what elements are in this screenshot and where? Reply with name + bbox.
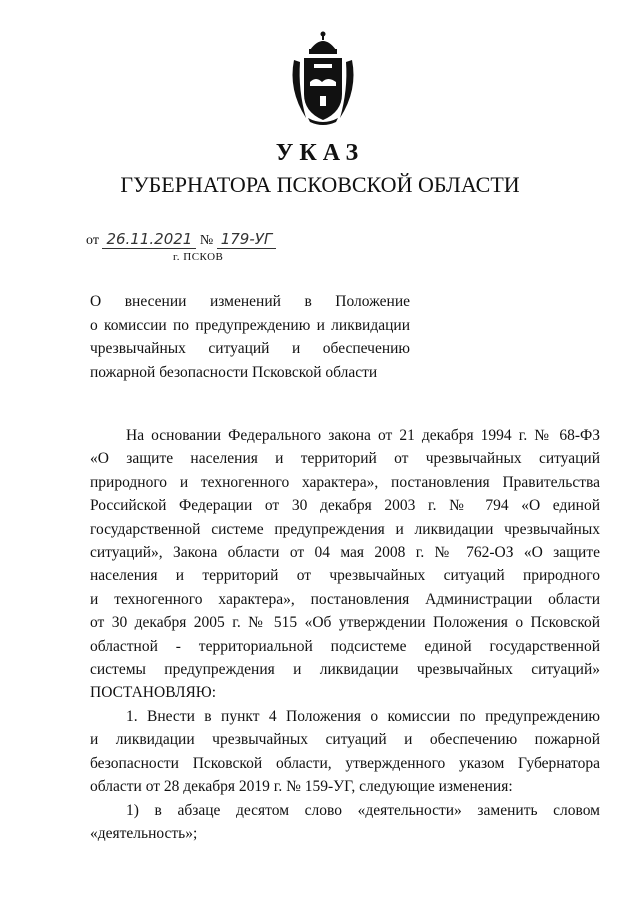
body-line: системы предупреждения и ликвидации чрезвычайных ситуаций» — [90, 661, 600, 679]
document-subject — [90, 290, 410, 384]
pskov-coat-of-arms-icon — [286, 30, 360, 128]
body-line: 1) в абзаце десятом слово «деятельности» заменить словом — [126, 801, 600, 819]
number-value: 179-УГ — [217, 230, 277, 249]
date-number-line — [86, 230, 276, 249]
body-line: 1. Внести в пункт 4 Положения о комиссии по предупреждению — [126, 707, 600, 725]
body-line: природного и техногенного характера», постановления Правительства — [90, 473, 600, 491]
document-body — [90, 424, 600, 845]
city-label: г. ПСКОВ — [173, 251, 224, 263]
document-subtitle: ГУБЕРНАТОРА ПСКОВСКОЙ ОБЛАСТИ — [120, 172, 520, 197]
body-line: области от 28 декабря 2019 г. № 159-УГ, следующие изменения: — [90, 778, 513, 796]
body-line: «деятельность»; — [90, 824, 198, 842]
number-prefix: № — [199, 233, 214, 248]
body-line: На основании Федерального закона от 21 декабря 1994 г. № 68-ФЗ — [126, 427, 600, 444]
body-line: и техногенного характера», постановления Администрации области — [90, 590, 600, 608]
body-line: областной - территориальной подсистеме единой государственной — [90, 637, 600, 655]
body-line: государственной системе предупреждения и ликвидации чрезвычайных — [90, 520, 600, 538]
date-prefix: от — [86, 233, 99, 248]
body-line: ПОСТАНОВЛЯЮ: — [90, 684, 217, 702]
document-title: УКАЗ — [275, 140, 365, 166]
subject-line: чрезвычайных ситуаций и обеспечению — [90, 340, 410, 357]
body-line: населения и территорий от чрезвычайных ситуаций природного — [90, 567, 600, 585]
item-1-paragraph — [90, 705, 600, 799]
subject-line: О внесении изменений в Положение — [90, 293, 410, 310]
subject-line: о комиссии по предупреждению и ликвидации — [90, 316, 410, 334]
item-1-1-paragraph — [90, 799, 600, 846]
body-line: Российской Федерации от 30 декабря 2003 г. № 794 «О единой — [90, 497, 600, 515]
preamble-paragraph — [90, 424, 600, 705]
body-line: от 30 декабря 2005 г. № 515 «Об утверждении Положения о Псковской — [90, 614, 600, 632]
body-line: «О защите населения и территорий от чрезвычайных ситуаций — [90, 450, 600, 468]
date-value: 26.11.2021 — [102, 230, 196, 249]
body-line: ситуаций», Закона области от 04 мая 2008 г. № 762-ОЗ «О защите — [90, 544, 600, 562]
body-line: безопасности Псковской области, утвержденного указом Губернатора — [90, 754, 600, 772]
body-line: и ликвидации чрезвычайных ситуаций и обеспечению пожарной — [90, 731, 600, 749]
subject-line: пожарной безопасности Псковской области — [90, 363, 378, 381]
